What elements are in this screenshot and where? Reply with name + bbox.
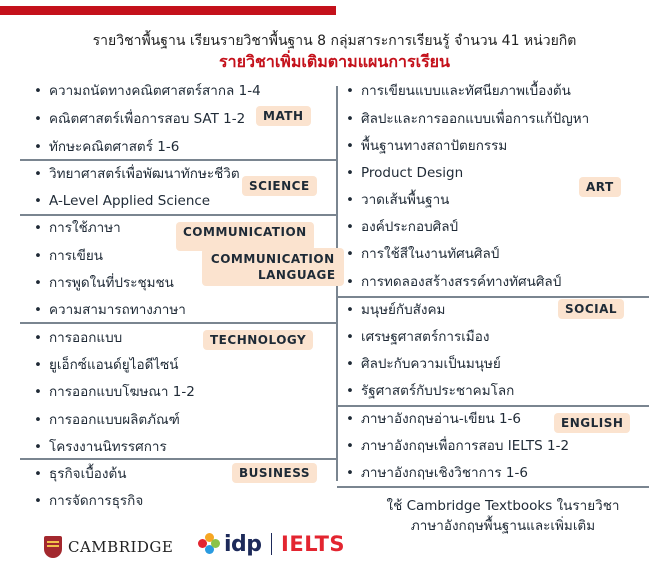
tag-line: COMMUNICATION	[183, 225, 307, 239]
logo-separator	[271, 533, 273, 555]
idp-logo-text: idp	[224, 531, 262, 557]
cambridge-note-line1: ใช้ Cambridge Textbooks ในรายวิชา	[386, 498, 620, 514]
category-tag-science: SCIENCE	[242, 176, 317, 196]
list-item: • ภาษาอังกฤษเชิงวิชาการ 1-6	[361, 464, 528, 482]
tag-line: LANGUAGE	[258, 268, 336, 282]
cambridge-shield-icon	[44, 536, 62, 558]
list-item: • โครงงานนิทรรศการ	[49, 438, 167, 456]
divider-math	[20, 159, 336, 161]
category-tag-english: ENGLISH	[554, 413, 630, 433]
ielts-logo-text: IELTS	[281, 532, 346, 556]
category-tag-art: ART	[579, 177, 621, 197]
list-item: • การออกแบบโฆษณา 1-2	[49, 383, 195, 401]
divider-social	[337, 405, 649, 407]
list-item: • การออกแบบ	[49, 329, 122, 347]
list-item: • เศรษฐศาสตร์การเมือง	[361, 328, 489, 346]
list-item: • ทักษะคณิตศาสตร์ 1-6	[49, 138, 179, 156]
list-item: • องค์ประกอบศิลป์	[361, 218, 458, 236]
top-accent-bar	[0, 6, 336, 15]
list-item: • ภาษาอังกฤษอ่าน-เขียน 1-6	[361, 410, 521, 428]
list-item: • Product Design	[361, 164, 463, 182]
divider-communication	[20, 322, 336, 324]
header-title: รายวิชาเพิ่มเติมตามแผนการเรียน	[219, 52, 450, 71]
list-item: • คณิตศาสตร์เพื่อการสอบ SAT 1-2	[49, 110, 245, 128]
list-item: • วาดเส้นพื้นฐาน	[361, 191, 449, 209]
list-item: • ศิลปะกับความเป็นมนุษย์	[361, 355, 501, 373]
category-tag-math: MATH	[256, 106, 311, 126]
list-item: • การพูดในที่ประชุมชน	[49, 274, 174, 292]
list-item: • มนุษย์กับสังคม	[361, 301, 445, 319]
divider-english	[337, 486, 649, 488]
category-tag-technology: TECHNOLOGY	[203, 330, 313, 350]
divider-art	[337, 296, 649, 298]
idp-mark-icon	[198, 533, 220, 555]
cambridge-logo-text: CAMBRIDGE	[68, 538, 174, 556]
list-item: • การทดลองสร้างสรรค์ทางทัศนศิลป์	[361, 273, 561, 291]
divider-science	[20, 214, 336, 216]
list-item: • การจัดการธุรกิจ	[49, 492, 143, 510]
list-item: • A-Level Applied Science	[49, 192, 210, 210]
list-item: • รัฐศาสตร์กับประชาคมโลก	[361, 382, 514, 400]
category-tag-business: BUSINESS	[232, 463, 317, 483]
list-item: • การเขียน	[49, 247, 103, 265]
list-item: • ความถนัดทางคณิตศาสตร์สากล 1-4	[49, 82, 261, 100]
list-item: • ธุรกิจเบื้องต้น	[49, 465, 126, 483]
cambridge-logo	[44, 535, 173, 559]
divider-technology	[20, 458, 336, 460]
tag-line: COMMUNICATION	[210, 252, 335, 266]
category-tag-communication-ghost	[176, 222, 314, 251]
cambridge-note-line2: ภาษาอังกฤษพื้นฐานและเพิ่มเติม	[410, 518, 596, 534]
category-tag-communication	[202, 248, 344, 286]
idp-ielts-logo	[198, 530, 345, 558]
list-item: • การใช้สีในงานทัศนศิลป์	[361, 245, 499, 263]
list-item: • การใช้ภาษา	[49, 219, 121, 237]
category-tag-social: SOCIAL	[558, 299, 624, 319]
list-item: • ศิลปะและการออกแบบเพื่อการแก้ปัญหา	[361, 110, 589, 128]
list-item: • ความสามารถทางภาษา	[49, 301, 186, 319]
list-item: • พื้นฐานทางสถาปัตยกรรม	[361, 137, 507, 155]
list-item: • ภาษาอังกฤษเพื่อการสอบ IELTS 1-2	[361, 437, 569, 455]
list-item: • การเขียนแบบและทัศนียภาพเบื้องต้น	[361, 82, 571, 100]
list-item: • ยูเอ็กซ์แอนด์ยูไอดีไซน์	[49, 356, 179, 374]
list-item: • วิทยาศาสตร์เพื่อพัฒนาทักษะชีวิต	[49, 165, 240, 183]
header-subtitle: รายวิชาพื้นฐาน เรียนรายวิชาพื้นฐาน 8 กลุ่มสาระการเรียนรู้ จำนวน 41 หน่วยกิต	[92, 33, 577, 49]
list-item: • การออกแบบผลิตภัณฑ์	[49, 411, 180, 429]
